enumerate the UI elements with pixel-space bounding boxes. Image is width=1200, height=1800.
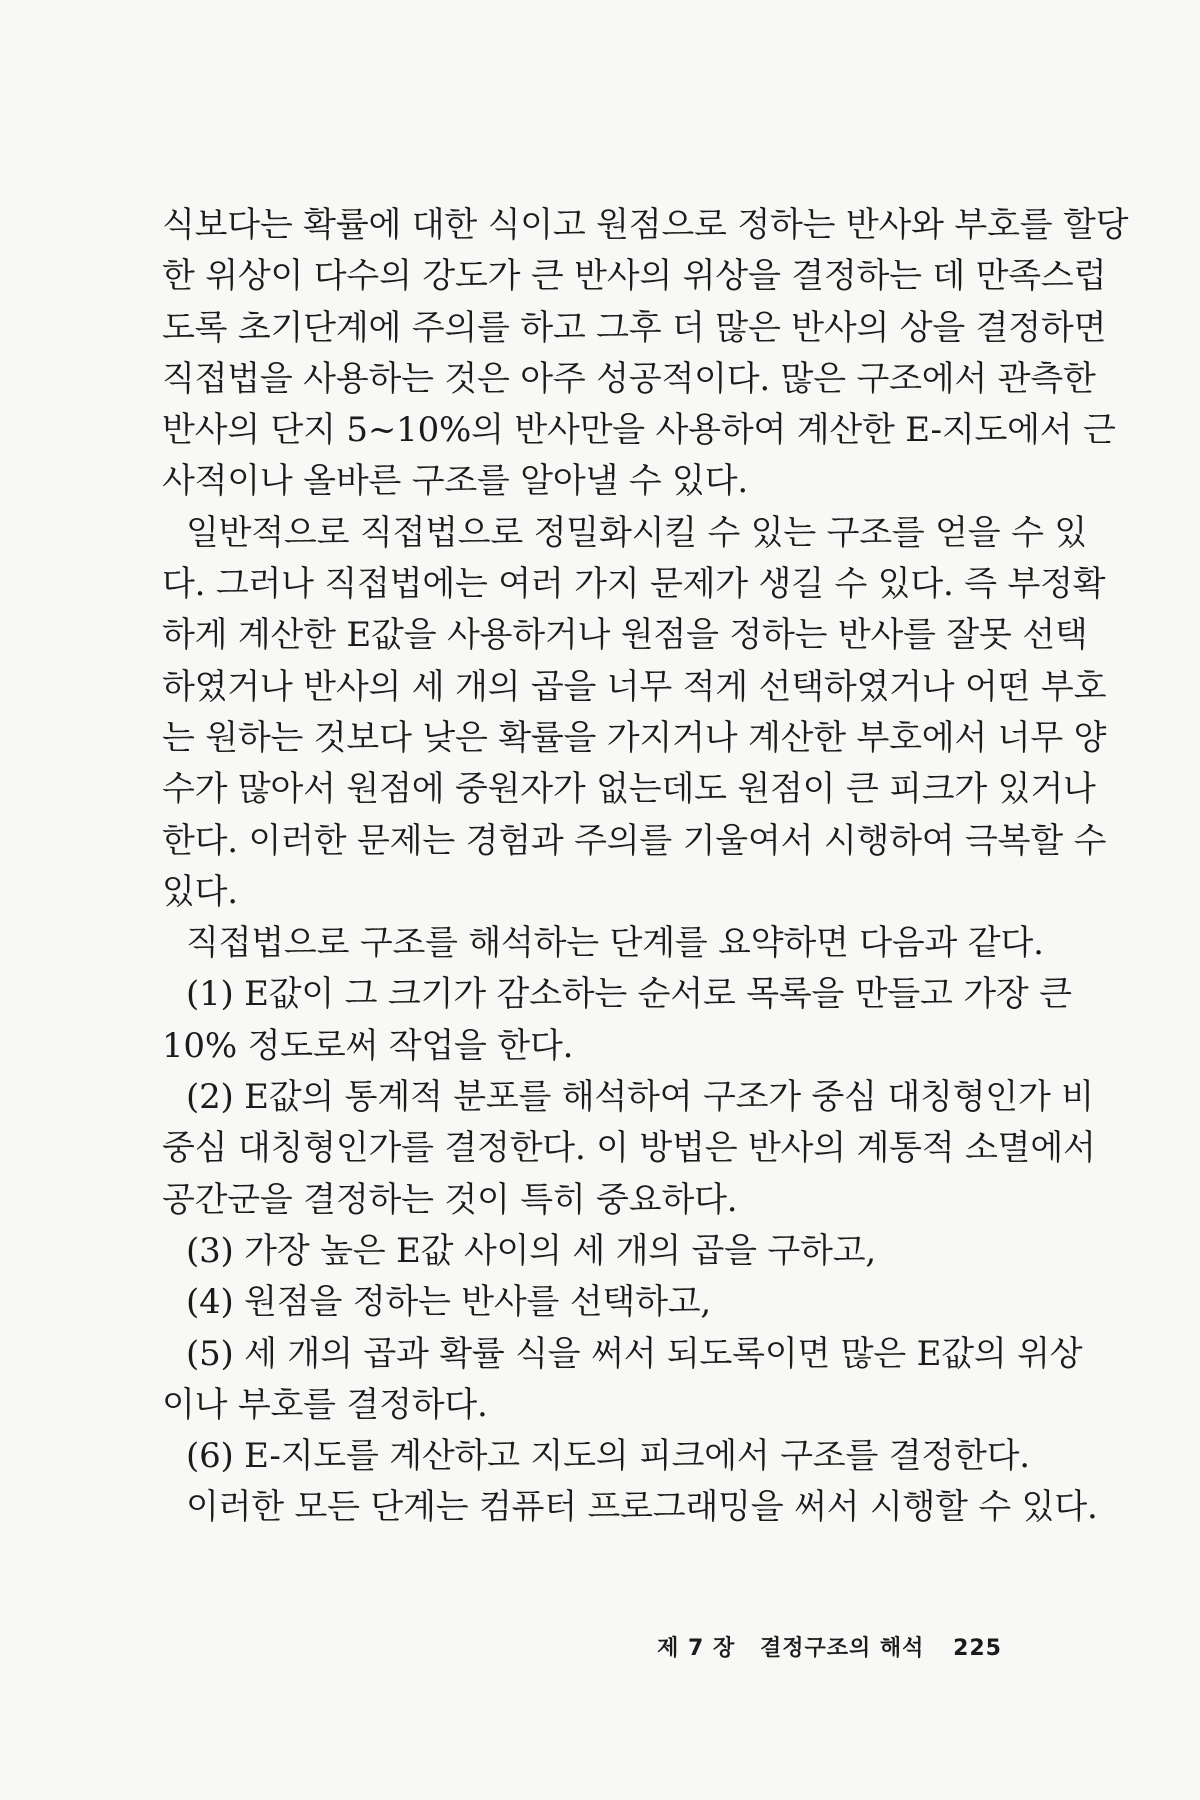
body-text bbox=[162, 200, 1129, 1534]
text-line: 사적이나 올바른 구조를 알아낼 수 있다. bbox=[162, 461, 748, 502]
text-line: 공간군을 결정하는 것이 특히 중요하다. bbox=[162, 1179, 738, 1220]
text-line: 중심 대칭형인가를 결정한다. 이 방법은 반사의 계통적 소멸에서 bbox=[162, 1128, 1096, 1169]
page-number: 225 bbox=[953, 1636, 1002, 1661]
text-line: (6) E-지도를 계산하고 지도의 피크에서 구조를 결정한다. bbox=[186, 1436, 1030, 1477]
text-line: (1) E값이 그 크기가 감소하는 순서로 목록을 만들고 가장 큰 bbox=[186, 974, 1072, 1015]
text-line: (2) E값의 통계적 분포를 해석하여 구조가 중심 대칭형인가 비 bbox=[186, 1077, 1094, 1118]
text-line: 한다. 이러한 문제는 경험과 주의를 기울여서 시행하여 극복할 수 bbox=[162, 820, 1107, 861]
text-line: 수가 많아서 원점에 중원자가 없는데도 원점이 큰 피크가 있거나 bbox=[162, 769, 1096, 810]
text-line: 다. 그러나 직접법에는 여러 가지 문제가 생길 수 있다. 즉 부정확 bbox=[162, 564, 1106, 605]
text-line: (4) 원점을 정하는 반사를 선택하고, bbox=[186, 1282, 711, 1323]
text-line: 하게 계산한 E값을 사용하거나 원점을 정하는 반사를 잘못 선택 bbox=[162, 615, 1088, 656]
chapter-title: 결정구조의 해석 bbox=[759, 1636, 925, 1661]
text-line: 는 원하는 것보다 낮은 확률을 가지거나 계산한 부호에서 너무 양 bbox=[162, 717, 1107, 758]
text-line: 도록 초기단계에 주의를 하고 그후 더 많은 반사의 상을 결정하면 bbox=[162, 307, 1107, 348]
text-line: (3) 가장 높은 E값 사이의 세 개의 곱을 구하고, bbox=[186, 1230, 876, 1271]
text-line: 일반적으로 직접법으로 정밀화시킬 수 있는 구조를 얻을 수 있 bbox=[186, 512, 1087, 553]
text-line: (5) 세 개의 곱과 확률 식을 써서 되도록이면 많은 E값의 위상 bbox=[186, 1333, 1083, 1374]
text-line: 이러한 모든 단계는 컴퓨터 프로그래밍을 써서 시행할 수 있다. bbox=[186, 1487, 1098, 1528]
text-line: 하였거나 반사의 세 개의 곱을 너무 적게 선택하였거나 어떤 부호 bbox=[162, 666, 1107, 707]
text-line: 직접법으로 구조를 해석하는 단계를 요약하면 다음과 같다. bbox=[186, 923, 1044, 964]
text-line: 이나 부호를 결정하다. bbox=[162, 1384, 488, 1425]
chapter-label: 제 7 장 bbox=[657, 1636, 736, 1661]
text-line: 10% 정도로써 작업을 한다. bbox=[162, 1025, 574, 1066]
text-line: 직접법을 사용하는 것은 아주 성공적이다. 많은 구조에서 관측한 bbox=[162, 358, 1096, 399]
text-line: 반사의 단지 5~10%의 반사만을 사용하여 계산한 E-지도에서 근 bbox=[162, 410, 1116, 451]
text-line: 있다. bbox=[162, 871, 238, 912]
text-line: 한 위상이 다수의 강도가 큰 반사의 위상을 결정하는 데 만족스럽 bbox=[162, 256, 1107, 297]
page-footer bbox=[657, 1631, 1002, 1662]
text-line: 식보다는 확률에 대한 식이고 원점으로 정하는 반사와 부호를 할당 bbox=[162, 205, 1129, 245]
